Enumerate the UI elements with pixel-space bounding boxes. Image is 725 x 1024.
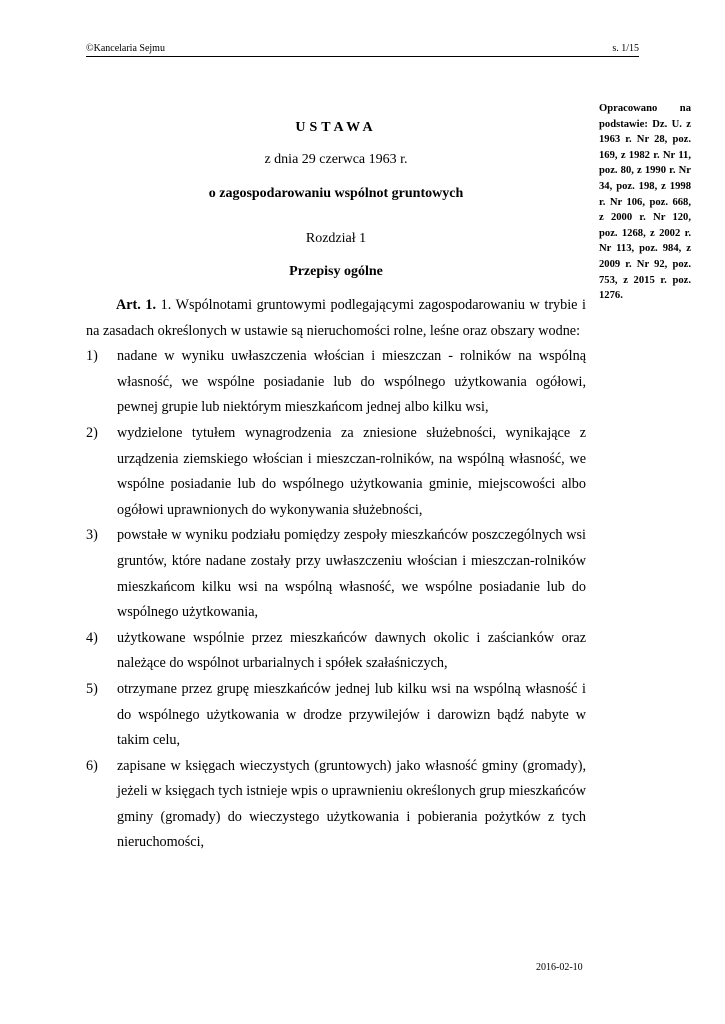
document-subject: o zagospodarowaniu wspólnot gruntowych xyxy=(208,186,464,201)
article-items xyxy=(86,344,586,856)
source-note: Opracowano na podstawie: Dz. U. z 1963 r. Nr 28, poz. 169, z 1982 r. Nr 11, poz. 80, z 1990 r. Nr 34, poz. 198, z 1998 r. Nr 106, poz. 668, z 2000 r. Nr 120, poz. 1268, z 2002 r. Nr 113, poz. 984, z 2009 r. Nr 92, poz. 753, z 2015 r. poz. 1276. xyxy=(599,103,691,302)
item-number: 5) xyxy=(86,680,98,697)
item-number: 3) xyxy=(86,527,98,544)
list-item xyxy=(86,344,586,421)
list-item xyxy=(86,626,586,677)
chapter-title: Przepisy ogólne xyxy=(289,264,383,279)
footer-date: 2016-02-10 xyxy=(536,962,583,973)
list-item xyxy=(86,677,586,754)
article-intro-text: 1. Wspólnotami gruntowymi podlegającymi zagospodarowaniu w trybie i na zasadach określonych w ustawie są nieruchomości rolne, leśne oraz obszary wodne: xyxy=(86,297,586,339)
document-title: USTAWA xyxy=(295,120,377,135)
item-text: nadane w wyniku uwłaszczenia włościan i mieszczan - rolników na wspólną własność, we wspólne posiadanie lub do wspólnego użytkowania ogółowi, pewnej grupie lub niektórym mieszkańcom jednej albo kilku wsi, xyxy=(117,348,586,416)
list-item xyxy=(86,421,586,523)
item-number: 2) xyxy=(86,424,98,441)
article-body xyxy=(86,293,586,856)
item-number: 4) xyxy=(86,629,98,646)
item-text: wydzielone tytułem wynagrodzenia za zniesione służebności, wynikające z urządzenia ziemskiego włościan i mieszczan-rolników, na wspólną własność, we wspólne posiadanie lub do wspólnego użytkowania gminie, miejscowości albo ogółowi uprawnionych do wykonywania służebności, xyxy=(117,424,586,518)
page-number: s. 1/15 xyxy=(612,43,639,54)
item-text: zapisane w księgach wieczystych (gruntowych) jako własność gminy (gromady), jeżeli w księgach tych istnieje wpis o uprawnieniu określonych grup mieszkańców gminy (gromady) do wieczystego użytkowania i pobierania pożytków z tych nieruchomości, xyxy=(117,757,586,851)
list-item xyxy=(86,523,586,625)
article-label: Art. 1. xyxy=(116,297,157,313)
list-item xyxy=(86,754,586,856)
document-date: z dnia 29 czerwca 1963 r. xyxy=(264,152,408,167)
item-text: powstałe w wyniku podziału pomiędzy zespoły mieszkańców poszczególnych wsi gruntów, które nadane zostały przy uwłaszczeniu włościan i mieszczan-rolników mieszkańcom kilku wsi na wspólną własność, we wspólne posiadanie lub do wspólnego użytkowania, xyxy=(117,527,586,621)
article-1-intro xyxy=(86,293,586,344)
page-header xyxy=(86,40,639,57)
item-text: użytkowane wspólnie przez mieszkańców dawnych okolic i zaścianków oraz należące do wspólnot urbarialnych i spółek szałaśniczych, xyxy=(117,629,586,672)
item-number: 1) xyxy=(86,348,98,365)
publisher-label: ©Kancelaria Sejmu xyxy=(86,43,165,54)
chapter-number: Rozdział 1 xyxy=(305,231,367,246)
item-number: 6) xyxy=(86,757,98,774)
item-text: otrzymane przez grupę mieszkańców jednej lub kilku wsi na wspólną własność i do wspólnego użytkowania w drodze przywilejów i darowizn bądź nabyte w takim celu, xyxy=(117,680,586,749)
